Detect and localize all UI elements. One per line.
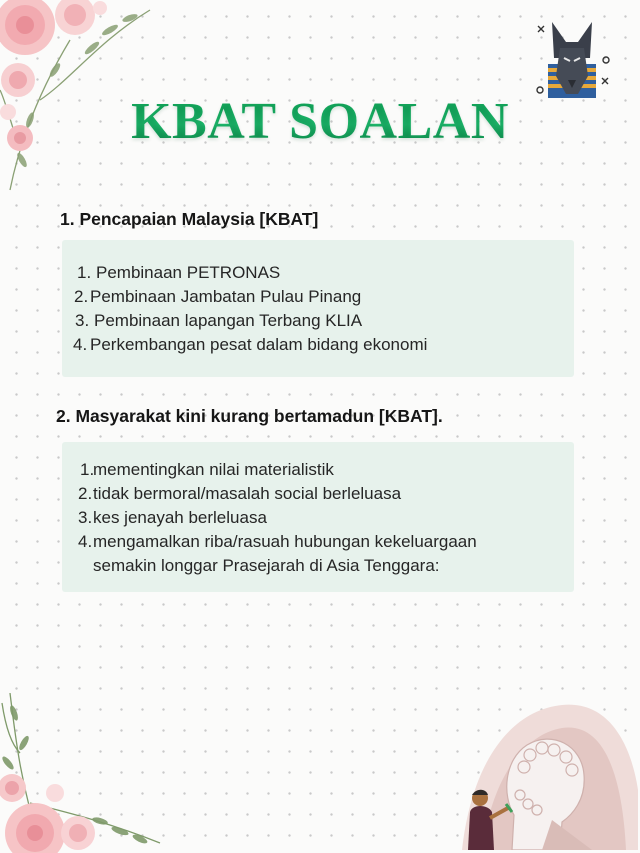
list-item: 4. Perkembangan pesat dalam bidang ekonomi: [73, 335, 428, 354]
list-item-continuation: semakin longgar Prasejarah di Asia Tenggara:: [93, 556, 440, 575]
list-item: 2.tidak bermoral/masalah social berleluasa: [78, 484, 402, 503]
list-item: 3. Pembinaan lapangan Terbang KLIA: [75, 311, 363, 330]
page-title: KBAT SOALAN: [0, 92, 640, 151]
list-item: 1.mementingkan nilai materialistik: [80, 460, 334, 479]
list-item: 4.mengamalkan riba/rasuah hubungan kekeluargaan: [78, 532, 477, 551]
sculptor-statue-illustration: [442, 700, 638, 850]
floral-corner-bottom-left: [0, 693, 170, 853]
section-1-heading: 1. Pencapaian Malaysia [KBAT]: [60, 209, 319, 229]
list-item: 2. Pembinaan Jambatan Pulau Pinang: [74, 287, 362, 306]
list-item: 3.kes jenayah berleluasa: [78, 508, 267, 527]
list-item: 1. Pembinaan PETRONAS: [77, 263, 281, 282]
section-2-heading: 2. Masyarakat kini kurang bertamadun [KBAT].: [56, 406, 443, 426]
